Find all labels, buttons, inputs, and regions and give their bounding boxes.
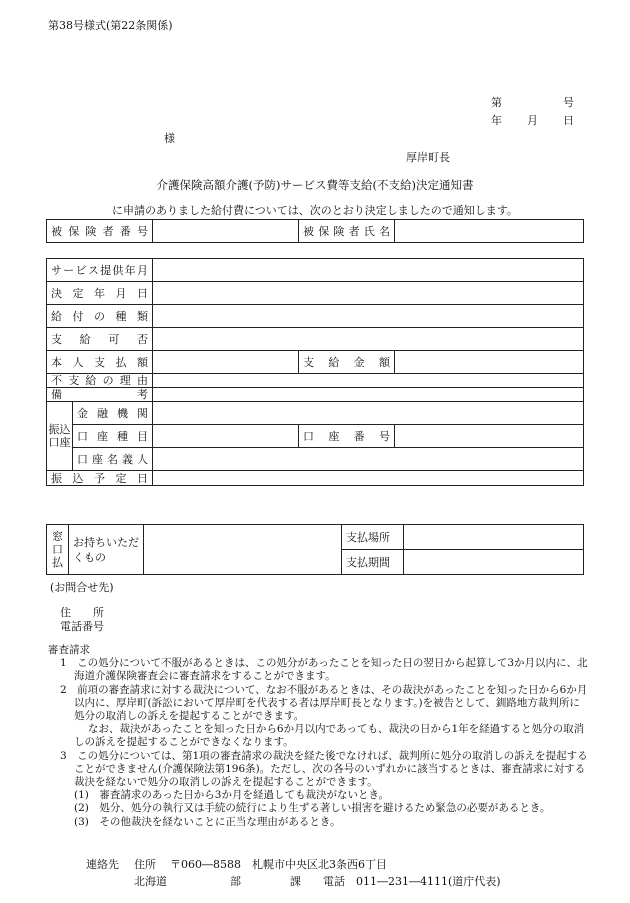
date-day: 日 xyxy=(563,114,574,127)
inquiry-address-label: 住所 xyxy=(60,606,104,619)
review-request-section xyxy=(48,644,588,829)
transfer-date-label: 振込予定日 xyxy=(47,471,153,486)
benefit-type-label: 給付の種類 xyxy=(47,305,153,328)
bank-label: 金融機関 xyxy=(73,402,153,425)
service-month-label: サービス提供年月 xyxy=(47,259,153,282)
payment-amount-value xyxy=(395,351,584,374)
decision-date-value xyxy=(153,282,584,305)
pay-period-label: 支払期間 xyxy=(342,550,404,575)
transfer-date-value xyxy=(153,471,584,486)
intro-text: に申請のありました給付費については、次のとおり決定しましたので通知します。 xyxy=(112,204,518,217)
contact-bu: 部 xyxy=(230,875,241,888)
remarks-value xyxy=(153,388,584,402)
transfer-account-label: 振込口座 xyxy=(47,402,73,471)
pay-place-label: 支払場所 xyxy=(342,525,404,550)
contact-ka: 課 xyxy=(290,875,301,888)
review-item-2: 2 前項の審査請求に対する裁決について、なお不服があるときは、その裁決があったことを知った日から6か月以内に、厚岸町(訴訟において厚岸町を代表する者は厚岸町長となります。)を被告として、釧路地方裁判所に処分の取消しの訴えを提起することができます。 xyxy=(60,683,588,723)
review-sub-3: (3) その他裁決を経ないことに正当な理由があるとき。 xyxy=(74,815,341,828)
review-item-3: 3 この処分については、第1項の審査請求の裁決を経た後でなければ、裁判所に処分の取消しの訴えを提起することができません(介護保険法第196条)。ただし、次の各号のいずれかに該当するときは、審査請求に対する裁決を経ないで処分の取消しの訴えを提起することができます。 xyxy=(60,749,588,789)
nonpay-reason-label: 不支給の理由 xyxy=(47,374,153,388)
review-item-2-note: なお、裁決があったことを知った日から6か月以内であっても、裁決の日から1年を経過すると処分の取消しの訴えを提起することができなくなります。 xyxy=(74,723,585,749)
pay-place-value xyxy=(404,525,584,550)
number-prefix: 第 xyxy=(491,96,502,109)
bring-items-label: お持ちいただくもの xyxy=(69,525,144,575)
bring-items-value xyxy=(144,525,342,575)
account-type-label: 口座種目 xyxy=(73,425,153,448)
form-number: 第38号様式(第22条関係) xyxy=(48,19,173,32)
number-suffix: 号 xyxy=(563,96,574,109)
bank-value xyxy=(153,402,584,425)
nonpay-reason-value xyxy=(153,374,584,388)
insured-number-value xyxy=(153,220,299,243)
contact-address-label: 住所 xyxy=(134,858,156,871)
review-heading: 審査請求 xyxy=(48,644,90,656)
account-holder-value xyxy=(153,448,584,471)
date-year: 年 xyxy=(491,114,502,127)
self-payment-label: 本人支払額 xyxy=(47,351,153,374)
recipient-honorific: 様 xyxy=(164,132,175,145)
contact-org: 北海道 xyxy=(134,875,167,888)
payment-amount-label: 支給金額 xyxy=(299,351,395,374)
payment-yesno-label: 支給可否 xyxy=(47,328,153,351)
window-payment-table xyxy=(46,524,584,575)
account-holder-label: 口座名義人 xyxy=(73,448,153,471)
decision-date-label: 決定年月日 xyxy=(47,282,153,305)
contact-address: 〒060―8588 札幌市中央区北3条西6丁目 xyxy=(170,858,387,871)
service-month-value xyxy=(153,259,584,282)
benefit-type-value xyxy=(153,305,584,328)
inquiry-phone-label: 電話番号 xyxy=(60,620,104,633)
pay-period-value xyxy=(404,550,584,575)
contact-label: 連絡先 xyxy=(86,858,119,871)
review-item-1: 1 この処分について不服があるときは、この処分があったことを知った日の翌日から起算して3か月以内に、北海道介護保険審査会に審査請求をすることができます。 xyxy=(60,657,588,683)
document-title: 介護保険高額介護(予防)サービス費等支給(不支給)決定通知書 xyxy=(156,178,474,192)
payment-yesno-value xyxy=(153,328,584,351)
issuer: 厚岸町長 xyxy=(406,151,450,164)
insured-number-label: 被保険者番号 xyxy=(47,220,153,243)
benefit-table xyxy=(46,258,584,486)
review-sub-2: (2) 処分、処分の執行又は手続の続行により生ずる著しい損害を避けるため緊急の必要があるとき。 xyxy=(74,802,551,815)
window-pay-label: 窓口払 xyxy=(47,525,69,575)
self-payment-value xyxy=(153,351,299,374)
insured-name-value xyxy=(395,220,584,243)
contact-phone: 011―231―4111(道庁代表) xyxy=(356,875,501,888)
insured-table xyxy=(46,219,584,243)
inquiry-label: (お問合せ先) xyxy=(50,581,114,594)
account-number-value xyxy=(395,425,584,448)
account-type-value xyxy=(153,425,299,448)
date-month: 月 xyxy=(527,114,538,127)
account-number-label: 口座番号 xyxy=(299,425,395,448)
review-sub-1: (1) 審査請求のあった日から3か月を経過しても裁決がないとき。 xyxy=(74,789,390,802)
remarks-label: 備考 xyxy=(47,388,153,402)
contact-phone-label: 電話 xyxy=(323,875,345,888)
insured-name-label: 被保険者氏名 xyxy=(299,220,395,243)
